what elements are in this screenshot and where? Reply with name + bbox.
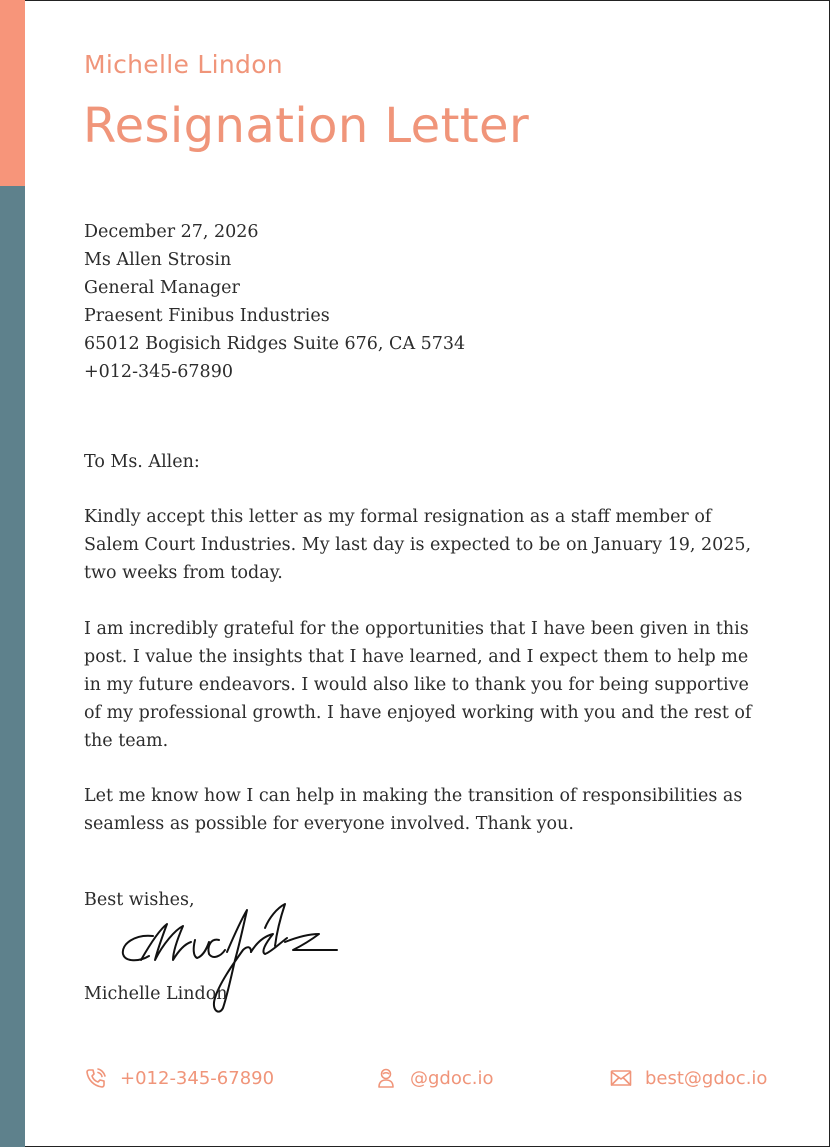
recipient-address: 65012 Bogisich Ridges Suite 676, CA 5734 bbox=[84, 334, 466, 354]
salutation: To Ms. Allen: bbox=[84, 452, 200, 472]
accent-stripe-top bbox=[0, 0, 25, 186]
phone-icon bbox=[84, 1066, 108, 1090]
accent-stripe-bottom bbox=[0, 186, 25, 1147]
body-paragraph-1: Kindly accept this letter as my formal resignation as a staff member of Salem Court Industries. My last day is expected to be on January 19, 2025, two weeks from today. bbox=[84, 507, 752, 583]
body-paragraph-3: Let me know how I can help in making the transition of responsibilities as seamless as possible for everyone involved. Thank you. bbox=[84, 786, 743, 834]
letter-date: December 27, 2026 bbox=[84, 222, 259, 242]
closing: Best wishes, bbox=[84, 890, 195, 910]
signer-name: Michelle Lindon bbox=[84, 984, 228, 1004]
body-paragraph-2: I am incredibly grateful for the opportunities that I have been given in this post. I value the insights that I have learned, and I expect them to help me in my future endeavors. I would also like to thank you for being supportive of my professional growth. I have enjoyed working with you and the rest of the team. bbox=[84, 619, 752, 751]
footer-social bbox=[374, 1066, 494, 1090]
recipient-name: Ms Allen Strosin bbox=[84, 250, 232, 270]
user-icon bbox=[374, 1066, 398, 1090]
recipient-block bbox=[84, 218, 465, 386]
footer-email bbox=[609, 1066, 767, 1090]
recipient-company: Praesent Finibus Industries bbox=[84, 306, 330, 326]
recipient-position: General Manager bbox=[84, 278, 240, 298]
footer-email-text: best@gdoc.io bbox=[645, 1067, 768, 1089]
document-title: Resignation Letter bbox=[83, 98, 530, 154]
recipient-phone: +012-345-67890 bbox=[84, 362, 233, 382]
footer-social-text: @gdoc.io bbox=[410, 1067, 494, 1089]
author-name: Michelle Lindon bbox=[84, 50, 283, 79]
mail-icon bbox=[609, 1066, 633, 1090]
footer-phone-text: +012-345-67890 bbox=[120, 1067, 275, 1089]
footer-phone bbox=[84, 1066, 274, 1090]
